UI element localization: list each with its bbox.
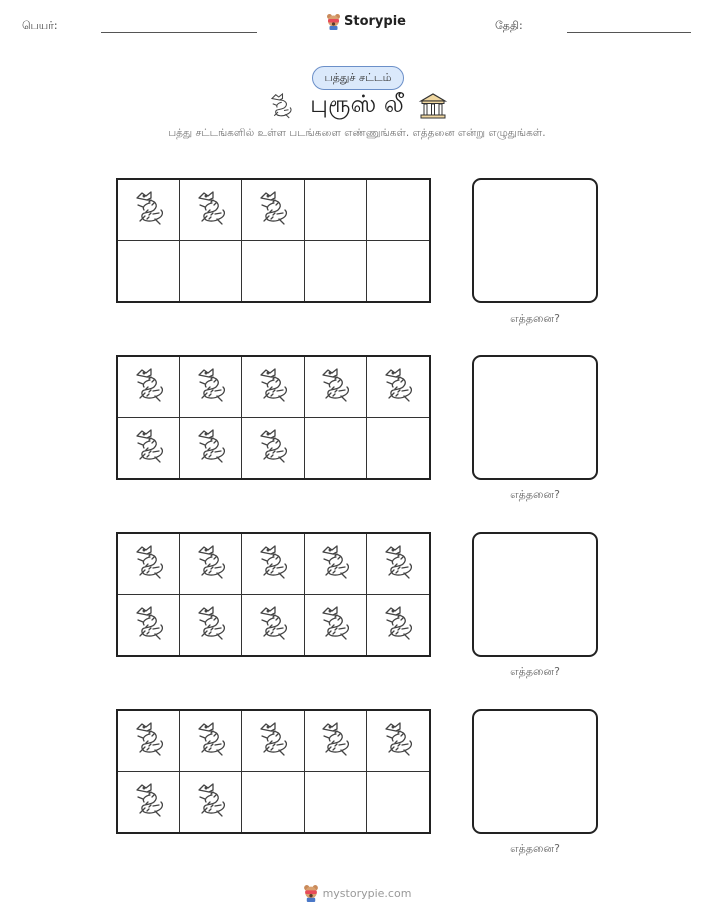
storypie-logo [326, 13, 406, 30]
ten-frame-cell [118, 241, 180, 302]
ten-frame-cell [180, 180, 242, 241]
ten-frame-cell [367, 241, 429, 302]
ten-frame-cell [242, 418, 304, 479]
footer [0, 884, 714, 902]
ten-frame-cell [305, 418, 367, 479]
ten-frame-cell [118, 772, 180, 833]
dragon-icon [378, 719, 418, 763]
dragon-icon [129, 603, 169, 647]
ten-frame-2 [116, 355, 431, 480]
dragon-icon [253, 365, 293, 409]
ten-frame-cell [118, 418, 180, 479]
dragon-icon [191, 188, 231, 232]
bear-mascot-icon [303, 884, 319, 902]
ten-frame-cell [305, 595, 367, 656]
temple-icon [418, 91, 448, 121]
ten-frame-cell [180, 595, 242, 656]
ten-frame-cell [180, 772, 242, 833]
how-many-label-4: எத்தனை? [510, 842, 560, 855]
dragon-icon [191, 426, 231, 470]
answer-box-3[interactable] [472, 532, 598, 657]
dragon-icon [315, 365, 355, 409]
ten-frame-cell [367, 418, 429, 479]
dragon-icon [253, 719, 293, 763]
dragon-icon [191, 365, 231, 409]
dragon-icon [315, 719, 355, 763]
ten-frame-cell [367, 772, 429, 833]
ten-frame-cell [367, 357, 429, 418]
ten-frame-cell [305, 241, 367, 302]
ten-frame-cell [242, 241, 304, 302]
ten-frame-cell [367, 711, 429, 772]
dragon-icon [378, 603, 418, 647]
dragon-icon [253, 426, 293, 470]
date-label: தேதி: [495, 19, 523, 32]
dragon-icon [253, 542, 293, 586]
bear-mascot-icon [326, 13, 341, 30]
dragon-icon [129, 780, 169, 824]
ten-frame-cell [367, 534, 429, 595]
dragon-icon [191, 542, 231, 586]
ten-frame-cell [305, 357, 367, 418]
answer-box-4[interactable] [472, 709, 598, 834]
name-write-line[interactable] [101, 32, 257, 33]
ten-frame-cell [305, 711, 367, 772]
dragon-icon [191, 603, 231, 647]
date-write-line[interactable] [567, 32, 691, 33]
ten-frame-cell [242, 357, 304, 418]
ten-frame-3 [116, 532, 431, 657]
ten-frame-cell [305, 772, 367, 833]
dragon-icon [129, 542, 169, 586]
ten-frame-cell [118, 711, 180, 772]
ten-frame-cell [180, 711, 242, 772]
answer-box-2[interactable] [472, 355, 598, 480]
ten-frame-badge: பத்துச் சட்டம் [312, 66, 404, 90]
ten-frame-cell [180, 418, 242, 479]
ten-frame-cell [118, 180, 180, 241]
dragon-icon [266, 91, 296, 121]
answer-box-1[interactable] [472, 178, 598, 303]
name-label: பெயர்: [22, 19, 58, 32]
ten-frame-cell [180, 357, 242, 418]
dragon-icon [129, 188, 169, 232]
how-many-label-2: எத்தனை? [510, 488, 560, 501]
dragon-icon [378, 542, 418, 586]
dragon-icon [253, 188, 293, 232]
ten-frame-cell [118, 534, 180, 595]
instructions: பத்து சட்டங்களில் உள்ள படங்களை எண்ணுங்கள். எத்தனை என்று எழுதுங்கள். [168, 127, 546, 139]
dragon-icon [315, 542, 355, 586]
ten-frame-1 [116, 178, 431, 303]
ten-frame-cell [118, 357, 180, 418]
ten-frame-cell [242, 711, 304, 772]
how-many-label-3: எத்தனை? [510, 665, 560, 678]
ten-frame-cell [118, 595, 180, 656]
how-many-label-1: எத்தனை? [510, 312, 560, 325]
dragon-icon [253, 603, 293, 647]
ten-frame-cell [367, 180, 429, 241]
dragon-icon [378, 365, 418, 409]
dragon-icon [129, 719, 169, 763]
ten-frame-cell [242, 772, 304, 833]
ten-frame-cell [242, 595, 304, 656]
dragon-icon [315, 603, 355, 647]
dragon-icon [191, 719, 231, 763]
worksheet-title: புரூஸ் லீ [310, 90, 404, 118]
dragon-icon [191, 780, 231, 824]
ten-frame-cell [305, 534, 367, 595]
ten-frame-4 [116, 709, 431, 834]
ten-frame-cell [367, 595, 429, 656]
brand-name: Storypie [344, 14, 406, 29]
ten-frame-cell [180, 534, 242, 595]
ten-frame-cell [180, 241, 242, 302]
dragon-icon [129, 426, 169, 470]
ten-frame-cell [242, 534, 304, 595]
footer-url[interactable]: mystorypie.com [322, 886, 412, 900]
ten-frame-cell [305, 180, 367, 241]
ten-frame-cell [242, 180, 304, 241]
dragon-icon [129, 365, 169, 409]
